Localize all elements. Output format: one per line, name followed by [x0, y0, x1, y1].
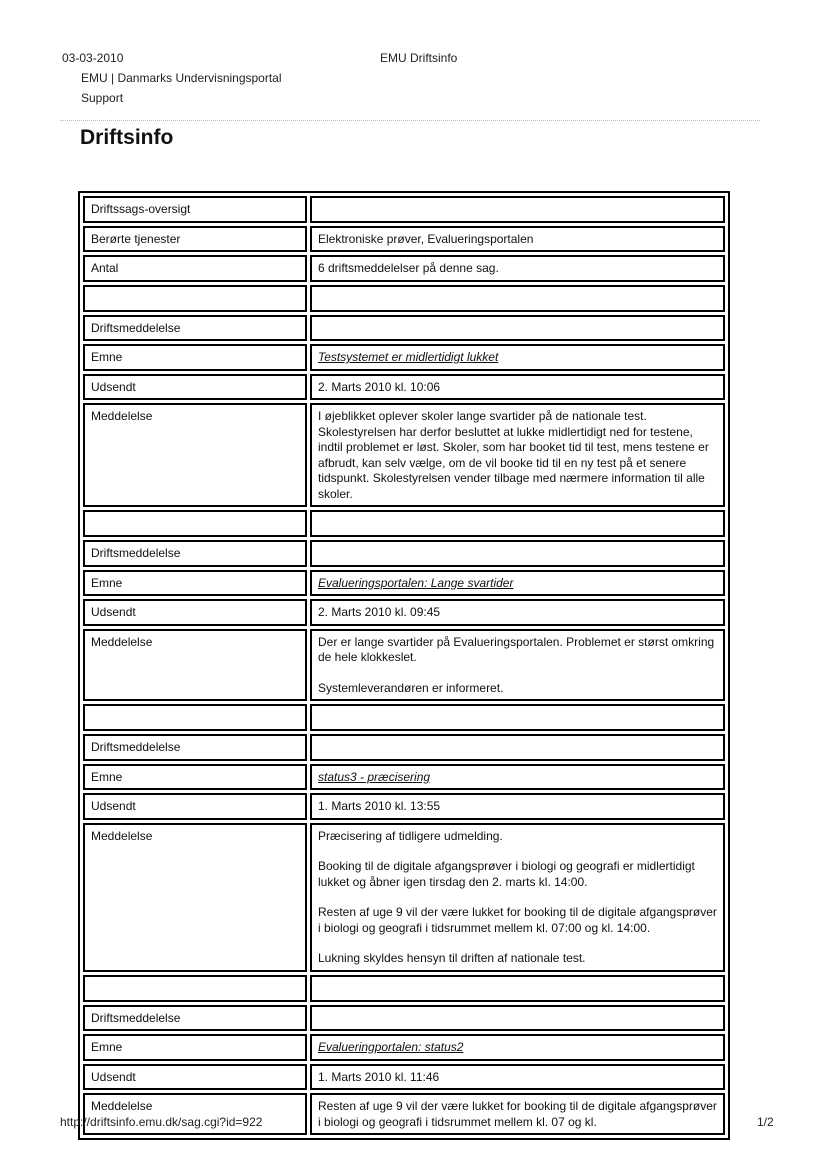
table-row	[83, 344, 725, 371]
empty-cell	[310, 734, 725, 761]
message-paragraph: Resten af uge 9 vil der være lukket for booking til de digitale afgangsprøver i biologi og geografi i tidsrummet mellem kl. 07 og kl.	[318, 1099, 717, 1129]
table-row	[83, 629, 725, 702]
page-title: Driftsinfo	[80, 126, 174, 149]
spacer-row	[83, 975, 725, 1002]
empty-cell	[310, 510, 725, 537]
spacer-row	[83, 510, 725, 537]
services-label: Berørte tjenester	[83, 226, 307, 253]
empty-cell	[310, 196, 725, 223]
driftsinfo-table	[78, 191, 730, 1140]
table-row	[83, 570, 725, 597]
message-heading: Driftsmeddelelse	[83, 315, 307, 342]
empty-cell	[310, 540, 725, 567]
message-label: Meddelelse	[83, 1093, 307, 1135]
message-paragraph: Der er lange svartider på Evalueringsportalen. Problemet er størst omkring de hele klokkeslet.	[318, 634, 715, 664]
message-heading: Driftsmeddelelse	[83, 734, 307, 761]
site-name: EMU | Danmarks Undervisningsportal	[81, 71, 282, 85]
table-row	[83, 1064, 725, 1091]
table-row	[83, 226, 725, 253]
empty-cell	[83, 510, 307, 537]
message-paragraph: Resten af uge 9 vil der være lukket for booking til de digitale afgangsprøver i biologi og geografi i tidsrummet mellem kl. 07:00 og kl. 14:00.	[318, 905, 717, 935]
table-row	[83, 793, 725, 820]
sent-value: 2. Marts 2010 kl. 10:06	[310, 374, 725, 401]
subject-label: Emne	[83, 344, 307, 371]
sent-label: Udsendt	[83, 1064, 307, 1091]
sent-label: Udsendt	[83, 374, 307, 401]
spacer-row	[83, 704, 725, 731]
count-label: Antal	[83, 255, 307, 282]
table-row	[83, 540, 725, 567]
sent-value: 1. Marts 2010 kl. 11:46	[310, 1064, 725, 1091]
message-body	[310, 823, 725, 972]
overview-heading: Driftssags-oversigt	[83, 196, 307, 223]
table-row	[83, 196, 725, 223]
page-number: 1/2	[757, 1115, 774, 1129]
print-date: 03-03-2010	[62, 51, 124, 65]
table-row	[83, 734, 725, 761]
message-body	[310, 403, 725, 507]
table-row	[83, 374, 725, 401]
message-body	[310, 1093, 725, 1135]
table-row	[83, 823, 725, 972]
subject-label: Emne	[83, 764, 307, 791]
empty-cell	[310, 704, 725, 731]
message-label: Meddelelse	[83, 823, 307, 972]
spacer-row	[83, 285, 725, 312]
empty-cell	[83, 975, 307, 1002]
message-paragraph: Booking til de digitale afgangsprøver i biologi og geografi er midlertidigt lukket og åbner igen tirsdag den 2. marts kl. 14:00.	[318, 859, 695, 889]
empty-cell	[310, 975, 725, 1002]
sent-label: Udsendt	[83, 793, 307, 820]
table-row	[83, 599, 725, 626]
empty-cell	[310, 315, 725, 342]
print-title: EMU Driftsinfo	[380, 51, 458, 65]
message-paragraph: Præcisering af tidligere udmelding.	[318, 828, 503, 843]
subject-link[interactable]: Testsystemet er midlertidigt lukket	[310, 344, 725, 371]
message-paragraph: Systemleverandøren er informeret.	[318, 680, 504, 695]
empty-cell	[310, 285, 725, 312]
subject-link[interactable]: Evalueringportalen: status2	[310, 1034, 725, 1061]
table-row	[83, 1034, 725, 1061]
subject-link[interactable]: Evalueringsportalen: Lange svartider	[310, 570, 725, 597]
message-paragraph: I øjeblikket oplever skoler lange svartider på de nationale test. Skolestyrelsen har derfor besluttet at lukke midlertidigt ned for testene, indtil problemet er løst. Skoler, som har booket tid til test, mens testene er afbrudt, kan selv vælge, om de vil booke tid til en ny test på et senere tidspunkt. Skolestyrelsen vender tilbage med nærmere information til alle skoler.	[318, 409, 709, 501]
empty-cell	[83, 704, 307, 731]
message-paragraph: Lukning skyldes hensyn til driften af nationale test.	[318, 951, 586, 965]
sent-label: Udsendt	[83, 599, 307, 626]
page-url: http://driftsinfo.emu.dk/sag.cgi?id=922	[60, 1115, 263, 1129]
empty-cell	[83, 285, 307, 312]
sent-value: 1. Marts 2010 kl. 13:55	[310, 793, 725, 820]
table-row	[83, 403, 725, 507]
table-row	[83, 315, 725, 342]
message-heading: Driftsmeddelelse	[83, 540, 307, 567]
section-name: Support	[81, 91, 124, 105]
message-body	[310, 629, 725, 702]
sent-value: 2. Marts 2010 kl. 09:45	[310, 599, 725, 626]
count-value: 6 driftsmeddelelser på denne sag.	[310, 255, 725, 282]
subject-label: Emne	[83, 570, 307, 597]
table-row	[83, 1005, 725, 1032]
message-label: Meddelelse	[83, 403, 307, 507]
subject-label: Emne	[83, 1034, 307, 1061]
message-heading: Driftsmeddelelse	[83, 1005, 307, 1032]
message-label: Meddelelse	[83, 629, 307, 702]
services-value: Elektroniske prøver, Evalueringsportalen	[310, 226, 725, 253]
table-row	[83, 255, 725, 282]
table-row	[83, 764, 725, 791]
header-divider	[60, 120, 760, 121]
subject-link[interactable]: status3 - præcisering	[310, 764, 725, 791]
empty-cell	[310, 1005, 725, 1032]
